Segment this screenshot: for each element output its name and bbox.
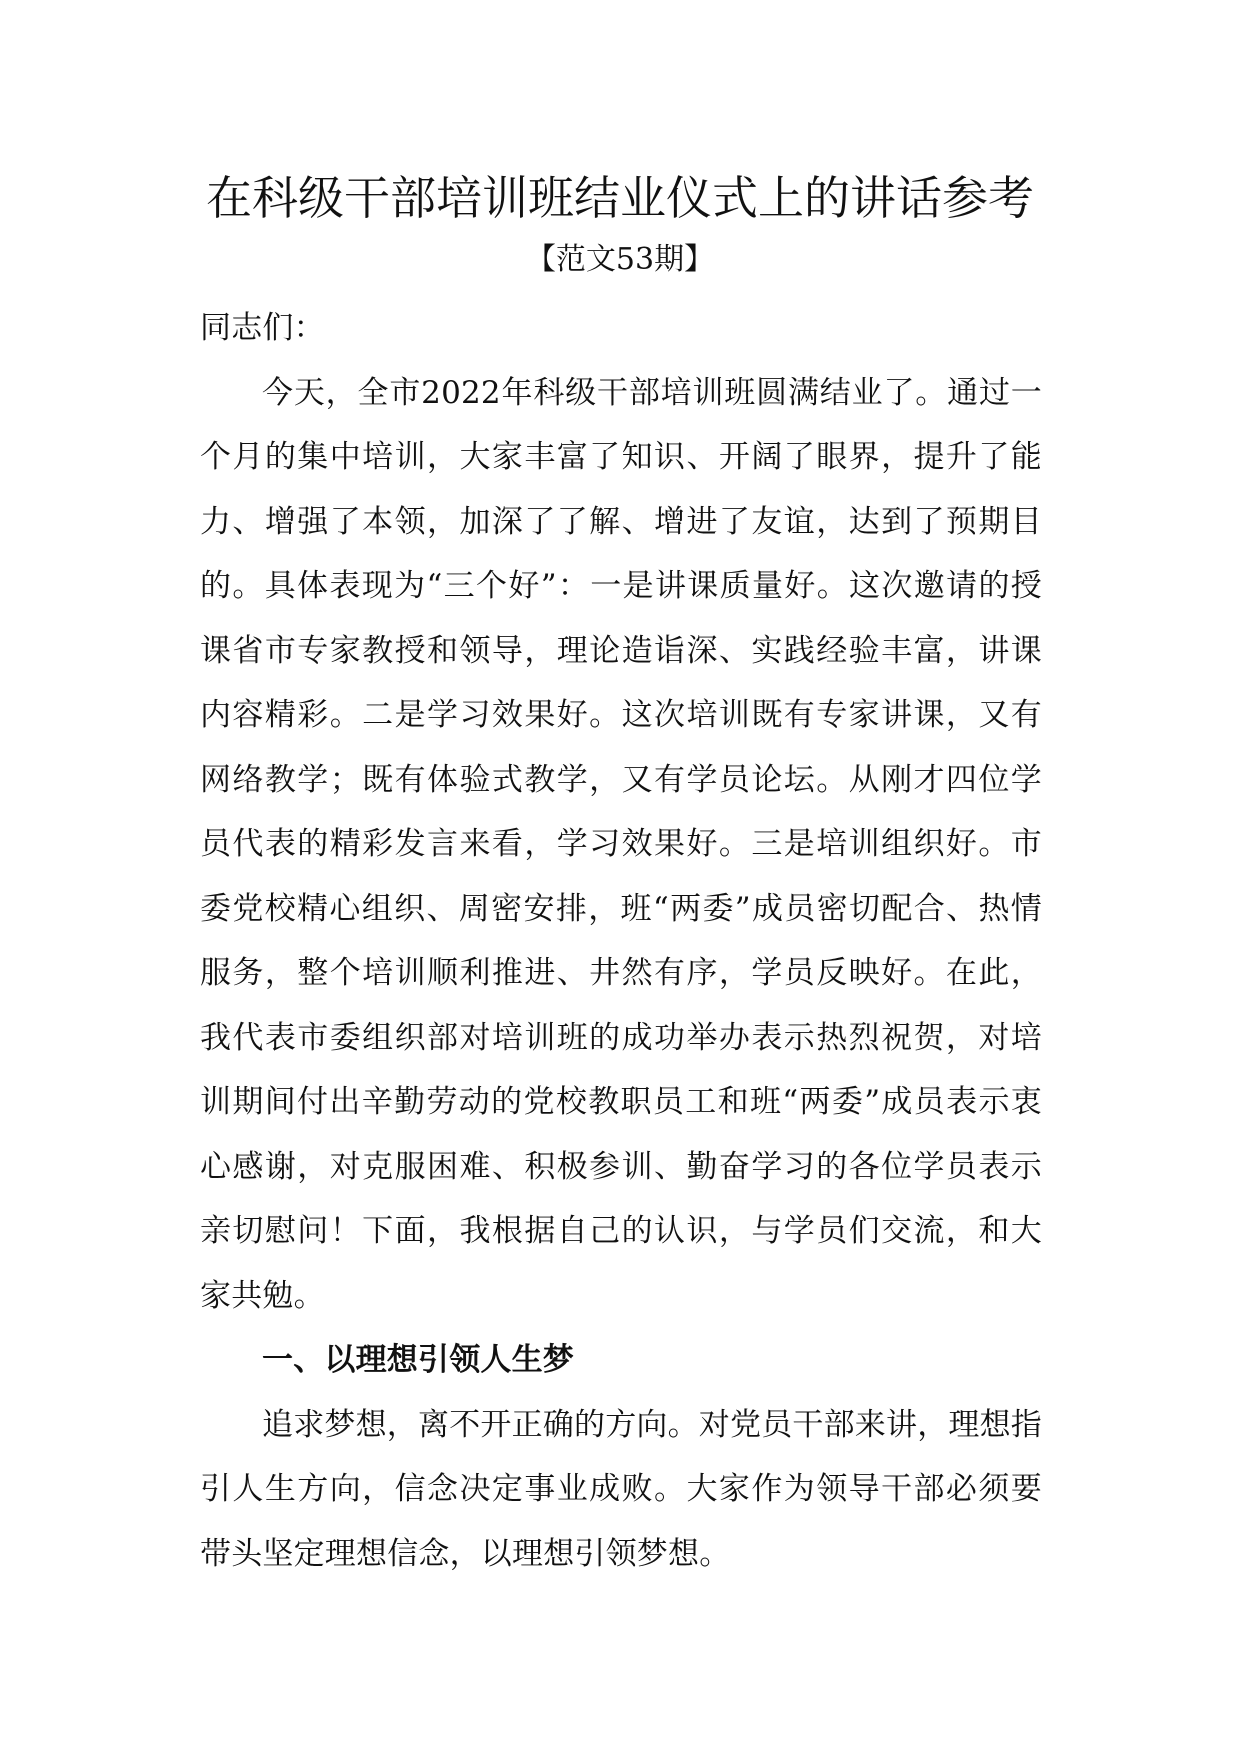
- section-1-paragraph: 追求梦想，离不开正确的方向。对党员干部来讲，理想指引人生方向，信念决定事业成败。大家作为领导干部必须要带头坚定理想信念，以理想引领梦想。: [200, 1406, 1042, 1572]
- document-title: 在科级干部培训班结业仪式上的讲话参考: [206, 171, 1034, 225]
- document-subtitle: 【范文53期】: [525, 242, 715, 277]
- document-body: [200, 296, 1042, 1586]
- salutation: 同志们：: [200, 310, 325, 346]
- section-heading-1: 一、以理想引领人生梦: [262, 1342, 574, 1378]
- opening-paragraph: 今天，全市2022年科级干部培训班圆满结业了。通过一个月的集中培训，大家丰富了知识、开阔了眼界，提升了能力、增强了本领，加深了了解、增进了友谊，达到了预期目的。具体表现为“三个好”：一是讲课质量好。这次邀请的授课省市专家教授和领导，理论造诣深、实践经验丰富，讲课内容精彩。二是学习效果好。这次培训既有专家讲课，又有网络教学；既有体验式教学，又有学员论坛。从刚才四位学员代表的精彩发言来看，学习效果好。三是培训组织好。市委党校精心组织、周密安排，班“两委”成员密切配合、热情服务，整个培训顺利推进、井然有序，学员反映好。在此，我代表市委组织部对培训班的成功举办表示热烈祝贺，对培训期间付出辛勤劳动的党校教职员工和班“两委”成员表示衷心感谢，对克服困难、积极参训、勤奋学习的各位学员表示亲切慰问！下面，我根据自己的认识，与学员们交流，和大家共勉。: [200, 374, 1042, 1314]
